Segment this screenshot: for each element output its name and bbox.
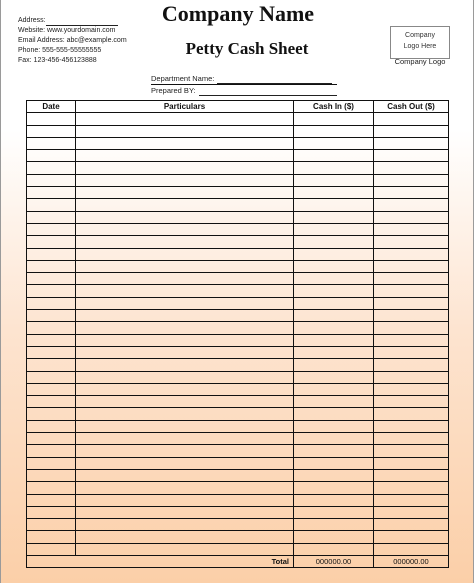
date-cell[interactable] bbox=[27, 445, 76, 456]
particulars-cell[interactable] bbox=[76, 445, 294, 456]
particulars-cell[interactable] bbox=[76, 162, 294, 173]
cash-in-cell[interactable] bbox=[294, 335, 374, 346]
table-header-row bbox=[27, 101, 448, 113]
col-header-cash-in: Cash In ($) bbox=[294, 101, 374, 112]
particulars-cell[interactable] bbox=[76, 396, 294, 407]
table-row bbox=[27, 187, 448, 199]
cash-out-cell[interactable] bbox=[374, 347, 448, 358]
address-line bbox=[18, 16, 127, 26]
cash-out-cell[interactable] bbox=[374, 298, 448, 309]
cash-in-cell[interactable] bbox=[294, 347, 374, 358]
cash-out-cell[interactable] bbox=[374, 507, 448, 518]
cash-out-cell[interactable] bbox=[374, 249, 448, 260]
date-cell[interactable] bbox=[27, 384, 76, 395]
cash-out-cell[interactable] bbox=[374, 445, 448, 456]
particulars-cell[interactable] bbox=[76, 495, 294, 506]
phone-line: Phone: 555-555-55555555 bbox=[18, 47, 102, 54]
table-row bbox=[27, 544, 448, 556]
date-cell[interactable] bbox=[27, 519, 76, 530]
particulars-cell[interactable] bbox=[76, 310, 294, 321]
cash-in-cell[interactable] bbox=[294, 445, 374, 456]
cash-in-cell[interactable] bbox=[294, 384, 374, 395]
cash-out-cell[interactable] bbox=[374, 384, 448, 395]
cash-out-cell[interactable] bbox=[374, 199, 448, 210]
date-cell[interactable] bbox=[27, 396, 76, 407]
cash-out-cell[interactable] bbox=[374, 335, 448, 346]
cash-in-cell[interactable] bbox=[294, 187, 374, 198]
cash-out-cell[interactable] bbox=[374, 175, 448, 186]
cash-out-cell[interactable] bbox=[374, 126, 448, 137]
table-row bbox=[27, 372, 448, 384]
cash-in-cell[interactable] bbox=[294, 138, 374, 149]
table-row bbox=[27, 261, 448, 273]
sheet-title: Petty Cash Sheet bbox=[185, 39, 309, 58]
logo-text-line1: Company bbox=[405, 32, 435, 39]
logo-placeholder bbox=[390, 26, 450, 59]
cash-out-cell[interactable] bbox=[374, 273, 448, 284]
cash-in-cell[interactable] bbox=[294, 396, 374, 407]
particulars-cell[interactable] bbox=[76, 507, 294, 518]
cash-in-cell[interactable] bbox=[294, 249, 374, 260]
website-line: Website: www.yourdomain.com bbox=[18, 27, 116, 34]
cash-in-cell[interactable] bbox=[294, 544, 374, 555]
date-cell[interactable] bbox=[27, 187, 76, 198]
table-row bbox=[27, 482, 448, 494]
date-cell[interactable] bbox=[27, 470, 76, 481]
table-row bbox=[27, 150, 448, 162]
date-cell[interactable] bbox=[27, 322, 76, 333]
cash-out-cell[interactable] bbox=[374, 187, 448, 198]
date-cell[interactable] bbox=[27, 261, 76, 272]
cash-out-cell[interactable] bbox=[374, 495, 448, 506]
particulars-cell[interactable] bbox=[76, 544, 294, 555]
date-cell[interactable] bbox=[27, 298, 76, 309]
particulars-cell[interactable] bbox=[76, 273, 294, 284]
date-cell[interactable] bbox=[27, 212, 76, 223]
table-row bbox=[27, 322, 448, 334]
table-row bbox=[27, 224, 448, 236]
particulars-cell[interactable] bbox=[76, 175, 294, 186]
address-label: Address: bbox=[18, 17, 46, 24]
cash-in-cell[interactable] bbox=[294, 113, 374, 124]
date-cell[interactable] bbox=[27, 482, 76, 493]
date-cell[interactable] bbox=[27, 150, 76, 161]
company-name: Company Name bbox=[161, 1, 315, 26]
particulars-cell[interactable] bbox=[76, 519, 294, 530]
table-row bbox=[27, 249, 448, 261]
date-cell[interactable] bbox=[27, 531, 76, 542]
cash-out-cell[interactable] bbox=[374, 372, 448, 383]
particulars-cell[interactable] bbox=[76, 187, 294, 198]
cash-in-cell[interactable] bbox=[294, 507, 374, 518]
particulars-cell[interactable] bbox=[76, 359, 294, 370]
cash-in-cell[interactable] bbox=[294, 408, 374, 419]
particulars-cell[interactable] bbox=[76, 261, 294, 272]
cash-in-cell[interactable] bbox=[294, 458, 374, 469]
particulars-cell[interactable] bbox=[76, 138, 294, 149]
total-cash-in: 000000.00 bbox=[294, 556, 374, 567]
table-row bbox=[27, 507, 448, 519]
table-row bbox=[27, 470, 448, 482]
date-cell[interactable] bbox=[27, 310, 76, 321]
cash-in-cell[interactable] bbox=[294, 199, 374, 210]
cash-in-cell[interactable] bbox=[294, 126, 374, 137]
table-row bbox=[27, 298, 448, 310]
cash-out-cell[interactable] bbox=[374, 322, 448, 333]
cash-in-cell[interactable] bbox=[294, 273, 374, 284]
date-cell[interactable] bbox=[27, 113, 76, 124]
particulars-cell[interactable] bbox=[76, 150, 294, 161]
particulars-cell[interactable] bbox=[76, 372, 294, 383]
table-row bbox=[27, 335, 448, 347]
table-row bbox=[27, 495, 448, 507]
prepared-label: Prepared BY: bbox=[151, 86, 196, 95]
table-row bbox=[27, 433, 448, 445]
date-cell[interactable] bbox=[27, 224, 76, 235]
cash-out-cell[interactable] bbox=[374, 162, 448, 173]
particulars-cell[interactable] bbox=[76, 347, 294, 358]
cash-in-cell[interactable] bbox=[294, 470, 374, 481]
table-row bbox=[27, 273, 448, 285]
prepared-row bbox=[151, 85, 337, 96]
particulars-cell[interactable] bbox=[76, 212, 294, 223]
cash-in-cell[interactable] bbox=[294, 150, 374, 161]
cash-out-cell[interactable] bbox=[374, 433, 448, 444]
particulars-cell[interactable] bbox=[76, 421, 294, 432]
cash-out-cell[interactable] bbox=[374, 212, 448, 223]
fax-line: Fax: 123-456-456123888 bbox=[18, 57, 97, 64]
cash-in-cell[interactable] bbox=[294, 359, 374, 370]
table-row bbox=[27, 408, 448, 420]
particulars-cell[interactable] bbox=[76, 285, 294, 296]
table-row bbox=[27, 421, 448, 433]
cash-in-cell[interactable] bbox=[294, 519, 374, 530]
table-row bbox=[27, 531, 448, 543]
cash-in-cell[interactable] bbox=[294, 372, 374, 383]
date-cell[interactable] bbox=[27, 507, 76, 518]
table-row bbox=[27, 175, 448, 187]
cash-out-cell[interactable] bbox=[374, 261, 448, 272]
cash-out-cell[interactable] bbox=[374, 113, 448, 124]
cash-in-cell[interactable] bbox=[294, 298, 374, 309]
particulars-cell[interactable] bbox=[76, 298, 294, 309]
cash-out-cell[interactable] bbox=[374, 310, 448, 321]
particulars-cell[interactable] bbox=[76, 482, 294, 493]
table-row bbox=[27, 285, 448, 297]
particulars-cell[interactable] bbox=[76, 531, 294, 542]
cash-in-cell[interactable] bbox=[294, 322, 374, 333]
table-total-row bbox=[27, 556, 448, 567]
cash-in-cell[interactable] bbox=[294, 531, 374, 542]
particulars-cell[interactable] bbox=[76, 113, 294, 124]
cash-in-cell[interactable] bbox=[294, 236, 374, 247]
particulars-cell[interactable] bbox=[76, 236, 294, 247]
department-row bbox=[151, 73, 337, 85]
cash-out-cell[interactable] bbox=[374, 396, 448, 407]
email-line: Email Address: abc@example.com bbox=[18, 37, 127, 44]
table-row bbox=[27, 138, 448, 150]
cash-in-cell[interactable] bbox=[294, 310, 374, 321]
cash-in-cell[interactable] bbox=[294, 495, 374, 506]
table-row bbox=[27, 359, 448, 371]
date-cell[interactable] bbox=[27, 347, 76, 358]
table-row bbox=[27, 519, 448, 531]
table-row bbox=[27, 458, 448, 470]
department-label: Department Name: bbox=[151, 74, 215, 83]
particulars-cell[interactable] bbox=[76, 199, 294, 210]
cash-out-cell[interactable] bbox=[374, 150, 448, 161]
cash-out-cell[interactable] bbox=[374, 470, 448, 481]
date-cell[interactable] bbox=[27, 126, 76, 137]
table-row bbox=[27, 199, 448, 211]
date-cell[interactable] bbox=[27, 199, 76, 210]
cash-table bbox=[26, 100, 449, 568]
particulars-cell[interactable] bbox=[76, 335, 294, 346]
date-cell[interactable] bbox=[27, 285, 76, 296]
particulars-cell[interactable] bbox=[76, 433, 294, 444]
cash-out-cell[interactable] bbox=[374, 421, 448, 432]
cash-in-cell[interactable] bbox=[294, 261, 374, 272]
date-cell[interactable] bbox=[27, 162, 76, 173]
cash-out-cell[interactable] bbox=[374, 544, 448, 555]
table-row bbox=[27, 445, 448, 457]
table-row bbox=[27, 236, 448, 248]
table-row bbox=[27, 162, 448, 174]
date-cell[interactable] bbox=[27, 544, 76, 555]
logo-caption: Company Logo bbox=[394, 57, 446, 66]
total-cash-out: 000000.00 bbox=[393, 557, 429, 567]
col-header-date: Date bbox=[27, 101, 76, 112]
particulars-cell[interactable] bbox=[76, 408, 294, 419]
date-cell[interactable] bbox=[27, 433, 76, 444]
cash-in-cell[interactable] bbox=[294, 482, 374, 493]
particulars-cell[interactable] bbox=[76, 384, 294, 395]
total-label: Total bbox=[27, 556, 294, 567]
particulars-cell[interactable] bbox=[76, 249, 294, 260]
cash-out-cell[interactable] bbox=[374, 408, 448, 419]
cash-in-cell[interactable] bbox=[294, 433, 374, 444]
cash-out-cell[interactable] bbox=[374, 224, 448, 235]
cash-in-cell[interactable] bbox=[294, 285, 374, 296]
cash-in-cell[interactable] bbox=[294, 212, 374, 223]
cash-out-cell[interactable] bbox=[374, 519, 448, 530]
date-cell[interactable] bbox=[27, 138, 76, 149]
cash-out-cell[interactable] bbox=[374, 285, 448, 296]
date-cell[interactable] bbox=[27, 236, 76, 247]
cash-out-cell[interactable] bbox=[374, 138, 448, 149]
table-row bbox=[27, 212, 448, 224]
cash-out-cell[interactable] bbox=[374, 531, 448, 542]
cash-in-cell[interactable] bbox=[294, 421, 374, 432]
date-cell[interactable] bbox=[27, 175, 76, 186]
table-row bbox=[27, 384, 448, 396]
date-cell[interactable] bbox=[27, 359, 76, 370]
meta-fields bbox=[151, 73, 337, 96]
particulars-cell[interactable] bbox=[76, 470, 294, 481]
cash-in-cell[interactable] bbox=[294, 175, 374, 186]
date-cell[interactable] bbox=[27, 408, 76, 419]
date-cell[interactable] bbox=[27, 421, 76, 432]
table-row bbox=[27, 347, 448, 359]
particulars-cell[interactable] bbox=[76, 126, 294, 137]
table-row bbox=[27, 113, 448, 125]
address-blank[interactable] bbox=[46, 18, 118, 26]
cash-in-cell[interactable] bbox=[294, 224, 374, 235]
date-cell[interactable] bbox=[27, 372, 76, 383]
col-header-cash-out: Cash Out ($) bbox=[387, 102, 435, 112]
table-row bbox=[27, 310, 448, 322]
table-row bbox=[27, 396, 448, 408]
date-cell[interactable] bbox=[27, 458, 76, 469]
cash-in-cell[interactable] bbox=[294, 162, 374, 173]
department-field[interactable] bbox=[217, 75, 332, 84]
date-cell[interactable] bbox=[27, 495, 76, 506]
date-cell[interactable] bbox=[27, 249, 76, 260]
cash-out-cell[interactable] bbox=[374, 359, 448, 370]
particulars-cell[interactable] bbox=[76, 322, 294, 333]
particulars-cell[interactable] bbox=[76, 224, 294, 235]
col-header-particulars: Particulars bbox=[76, 101, 294, 112]
prepared-field[interactable] bbox=[199, 87, 337, 96]
date-cell[interactable] bbox=[27, 273, 76, 284]
cash-out-cell[interactable] bbox=[374, 236, 448, 247]
logo-text-line2: Logo Here bbox=[403, 43, 437, 50]
table-row bbox=[27, 126, 448, 138]
cash-out-cell[interactable] bbox=[374, 482, 448, 493]
cash-out-cell[interactable] bbox=[374, 458, 448, 469]
particulars-cell[interactable] bbox=[76, 458, 294, 469]
date-cell[interactable] bbox=[27, 335, 76, 346]
